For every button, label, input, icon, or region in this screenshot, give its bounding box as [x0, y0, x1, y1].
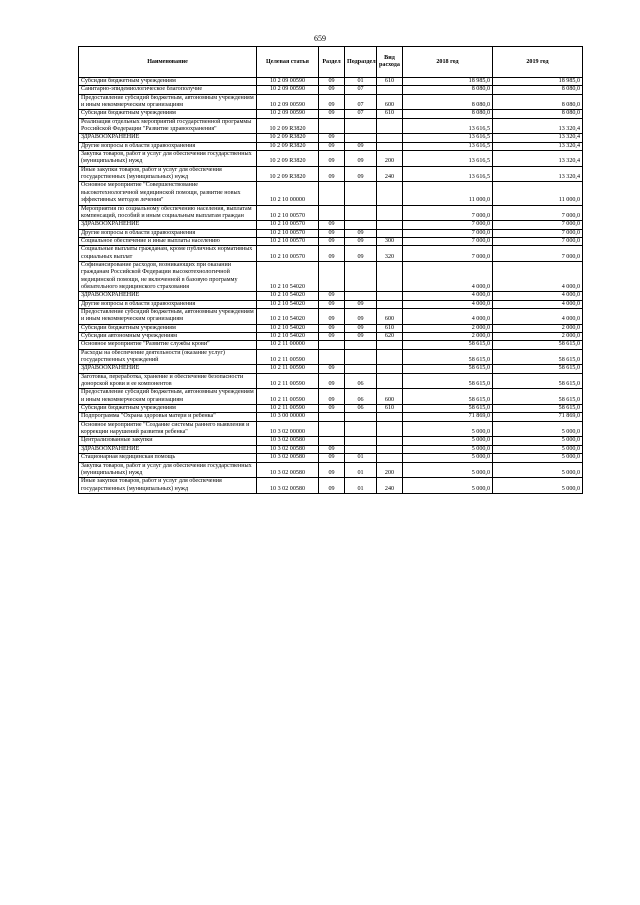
row-expense: 610	[377, 110, 403, 118]
row-subsection: 09	[345, 237, 377, 245]
row-name: Основное мероприятие "Совершенствование высокотехнологичной медицинской помощи, развитие новых эффективных методов лечения"	[79, 182, 257, 205]
row-expense	[377, 229, 403, 237]
row-name: Закупка товаров, работ и услуг для обеспечения государственных (муниципальных) нужд	[79, 151, 257, 167]
row-code: 10 3 00 00000	[257, 413, 319, 421]
row-section: 09	[319, 110, 345, 118]
row-expense: 320	[377, 246, 403, 262]
row-code: 10 2 10 54020	[257, 333, 319, 341]
row-expense	[377, 349, 403, 365]
row-code: 10 2 09 00590	[257, 110, 319, 118]
row-name: ЗДРАВООХРАНЕНИЕ	[79, 292, 257, 300]
row-name: Субсидии автономным учреждениям	[79, 333, 257, 341]
row-code: 10 2 09 R3820	[257, 142, 319, 150]
row-code: 10 2 10 00000	[257, 182, 319, 205]
row-code: 10 2 10 00570	[257, 246, 319, 262]
row-name: ЗДРАВООХРАНЕНИЕ	[79, 221, 257, 229]
row-code: 10 2 11 00590	[257, 349, 319, 365]
row-value-2018: 7 000,0	[403, 246, 493, 262]
row-section: 09	[319, 94, 345, 110]
row-value-2018: 58 615,0	[403, 373, 493, 389]
row-name: Санитарно-эпидемиологическое благополучие	[79, 86, 257, 94]
row-name: Закупка товаров, работ и услуг для обеспечения государственных (муниципальных) нужд	[79, 462, 257, 478]
row-expense	[377, 445, 403, 453]
row-section	[319, 182, 345, 205]
row-section: 09	[319, 373, 345, 389]
row-value-2019: 2 000,0	[493, 333, 583, 341]
row-value-2018: 4 000,0	[403, 308, 493, 324]
table-row	[79, 78, 583, 86]
row-value-2019: 58 615,0	[493, 389, 583, 405]
row-value-2018: 13 616,5	[403, 151, 493, 167]
row-value-2018: 7 000,0	[403, 221, 493, 229]
row-subsection	[345, 261, 377, 291]
row-value-2018: 5 000,0	[403, 437, 493, 445]
row-value-2019: 5 000,0	[493, 421, 583, 437]
row-name: Субсидии бюджетным учреждениям	[79, 405, 257, 413]
row-section: 09	[319, 308, 345, 324]
table-row	[79, 246, 583, 262]
row-code: 10 2 10 00570	[257, 221, 319, 229]
row-code: 10 2 10 54020	[257, 308, 319, 324]
row-value-2018: 4 000,0	[403, 300, 493, 308]
table-row	[79, 454, 583, 462]
row-expense: 300	[377, 237, 403, 245]
table-row	[79, 94, 583, 110]
row-value-2018: 5 000,0	[403, 478, 493, 494]
row-code: 10 2 10 00570	[257, 205, 319, 221]
row-value-2018: 5 000,0	[403, 454, 493, 462]
table-row	[79, 151, 583, 167]
row-code: 10 3 02 00580	[257, 454, 319, 462]
row-name: Реализация отдельных мероприятий государственной программы Российской Федерации "Развитие здравоохранения"	[79, 118, 257, 134]
table-row	[79, 292, 583, 300]
row-name: Стационарная медицинская помощь	[79, 454, 257, 462]
row-expense	[377, 205, 403, 221]
row-name: Расходы на обеспечение деятельности (оказание услуг) государственных учреждений	[79, 349, 257, 365]
row-code: 10 2 09 00590	[257, 78, 319, 86]
row-code: 10 3 02 00580	[257, 437, 319, 445]
budget-table	[78, 46, 583, 494]
row-code: 10 2 11 00590	[257, 365, 319, 373]
row-expense: 600	[377, 389, 403, 405]
row-code: 10 2 10 54020	[257, 261, 319, 291]
row-expense	[377, 437, 403, 445]
row-code: 10 3 02 00000	[257, 421, 319, 437]
table-row	[79, 229, 583, 237]
row-value-2019: 7 000,0	[493, 205, 583, 221]
table-row	[79, 221, 583, 229]
row-value-2019: 7 000,0	[493, 221, 583, 229]
row-subsection: 01	[345, 78, 377, 86]
row-expense	[377, 142, 403, 150]
row-expense: 620	[377, 333, 403, 341]
row-name: Основное мероприятие "Развитие службы крови"	[79, 341, 257, 349]
row-section: 09	[319, 86, 345, 94]
row-expense	[377, 118, 403, 134]
row-value-2019: 71 869,0	[493, 413, 583, 421]
row-subsection	[345, 445, 377, 453]
table-row	[79, 341, 583, 349]
table-row	[79, 405, 583, 413]
row-value-2018: 8 080,0	[403, 94, 493, 110]
row-section: 09	[319, 229, 345, 237]
row-code: 10 2 10 54020	[257, 292, 319, 300]
row-name: ЗДРАВООХРАНЕНИЕ	[79, 445, 257, 453]
row-value-2019: 7 000,0	[493, 246, 583, 262]
row-code: 10 2 10 00570	[257, 229, 319, 237]
table-row	[79, 413, 583, 421]
row-value-2018: 4 000,0	[403, 292, 493, 300]
row-name: ЗДРАВООХРАНЕНИЕ	[79, 365, 257, 373]
row-value-2019: 58 615,0	[493, 405, 583, 413]
row-subsection: 09	[345, 142, 377, 150]
row-expense: 600	[377, 308, 403, 324]
row-name: Предоставление субсидий бюджетным, автономным учреждениям и иным некоммерческим организациям	[79, 308, 257, 324]
row-value-2018: 58 615,0	[403, 405, 493, 413]
row-section	[319, 341, 345, 349]
table-row	[79, 478, 583, 494]
row-value-2019: 4 000,0	[493, 261, 583, 291]
row-section: 09	[319, 134, 345, 142]
row-code: 10 2 09 R3820	[257, 151, 319, 167]
row-expense	[377, 365, 403, 373]
row-code: 10 2 10 54020	[257, 300, 319, 308]
row-subsection	[345, 134, 377, 142]
row-expense	[377, 454, 403, 462]
table-row	[79, 261, 583, 291]
row-value-2019: 8 080,0	[493, 94, 583, 110]
row-subsection: 01	[345, 454, 377, 462]
row-section	[319, 205, 345, 221]
row-section: 09	[319, 454, 345, 462]
row-expense	[377, 134, 403, 142]
row-section: 09	[319, 166, 345, 182]
row-expense	[377, 413, 403, 421]
row-subsection: 07	[345, 110, 377, 118]
row-value-2018: 2 000,0	[403, 324, 493, 332]
table-row	[79, 205, 583, 221]
row-value-2018: 58 615,0	[403, 349, 493, 365]
header-section: Раздел	[319, 47, 345, 78]
row-value-2018: 58 615,0	[403, 341, 493, 349]
row-code: 10 2 09 R3820	[257, 166, 319, 182]
row-subsection: 07	[345, 94, 377, 110]
row-subsection	[345, 182, 377, 205]
row-name: Заготовка, переработка, хранение и обеспечение безопасности донорской крови и ее компонентов	[79, 373, 257, 389]
row-expense	[377, 182, 403, 205]
row-value-2018: 5 000,0	[403, 421, 493, 437]
row-value-2018: 5 000,0	[403, 462, 493, 478]
table-header-row	[79, 47, 583, 78]
row-value-2019: 13 320,4	[493, 118, 583, 134]
row-value-2019: 18 985,0	[493, 78, 583, 86]
row-section	[319, 437, 345, 445]
row-section	[319, 413, 345, 421]
row-subsection: 06	[345, 373, 377, 389]
row-section: 09	[319, 324, 345, 332]
row-name: Другие вопросы в области здравоохранения	[79, 300, 257, 308]
row-subsection: 09	[345, 333, 377, 341]
row-value-2019: 58 615,0	[493, 365, 583, 373]
row-value-2019: 2 000,0	[493, 324, 583, 332]
table-row	[79, 389, 583, 405]
table-row	[79, 182, 583, 205]
row-section	[319, 118, 345, 134]
row-section: 09	[319, 389, 345, 405]
row-name: Другие вопросы в области здравоохранения	[79, 142, 257, 150]
row-section: 09	[319, 365, 345, 373]
row-subsection: 07	[345, 86, 377, 94]
row-value-2018: 7 000,0	[403, 237, 493, 245]
table-row	[79, 445, 583, 453]
row-value-2018: 71 869,0	[403, 413, 493, 421]
row-section: 09	[319, 333, 345, 341]
row-value-2019: 13 320,4	[493, 166, 583, 182]
row-subsection: 09	[345, 246, 377, 262]
row-value-2019: 5 000,0	[493, 454, 583, 462]
table-row	[79, 333, 583, 341]
row-value-2019: 58 615,0	[493, 349, 583, 365]
row-value-2019: 5 000,0	[493, 462, 583, 478]
row-name: Основное мероприятие "Создание системы раннего выявления и коррекции нарушений развития ребенка"	[79, 421, 257, 437]
row-name: Подпрограмма "Охрана здоровья матери и ребенка"	[79, 413, 257, 421]
header-2018: 2018 год	[403, 47, 493, 78]
table-row	[79, 365, 583, 373]
table-row	[79, 421, 583, 437]
table-row	[79, 373, 583, 389]
row-code: 10 2 09 00590	[257, 94, 319, 110]
row-value-2019: 5 000,0	[493, 478, 583, 494]
row-name: Предоставление субсидий бюджетным, автономным учреждениям и иным некоммерческим организациям	[79, 94, 257, 110]
row-name: Социальные выплаты гражданам, кроме публичных нормативных социальных выплат	[79, 246, 257, 262]
row-name: Другие вопросы в области здравоохранения	[79, 229, 257, 237]
row-subsection: 06	[345, 389, 377, 405]
table-row	[79, 437, 583, 445]
row-subsection: 09	[345, 151, 377, 167]
row-subsection: 06	[345, 405, 377, 413]
table-row	[79, 349, 583, 365]
row-section	[319, 261, 345, 291]
row-subsection: 01	[345, 478, 377, 494]
row-subsection: 09	[345, 229, 377, 237]
page-number: 659	[314, 34, 326, 43]
row-value-2018: 7 000,0	[403, 205, 493, 221]
row-expense	[377, 86, 403, 94]
row-expense: 200	[377, 462, 403, 478]
row-expense	[377, 292, 403, 300]
row-subsection	[345, 341, 377, 349]
row-name: Централизованные закупки	[79, 437, 257, 445]
row-section: 09	[319, 78, 345, 86]
row-expense	[377, 421, 403, 437]
row-value-2018: 18 985,0	[403, 78, 493, 86]
row-section: 09	[319, 246, 345, 262]
row-subsection: 09	[345, 166, 377, 182]
row-name: Социальное обеспечение и иные выплаты населению	[79, 237, 257, 245]
table-row	[79, 118, 583, 134]
row-subsection: 01	[345, 462, 377, 478]
row-name: Субсидии бюджетным учреждениям	[79, 110, 257, 118]
row-subsection	[345, 118, 377, 134]
row-code: 10 3 02 00580	[257, 462, 319, 478]
row-name: Иные закупки товаров, работ и услуг для обеспечения государственных (муниципальных) нужд	[79, 166, 257, 182]
row-value-2018: 7 000,0	[403, 229, 493, 237]
row-section: 09	[319, 445, 345, 453]
row-code: 10 2 09 R3820	[257, 134, 319, 142]
table-row	[79, 308, 583, 324]
table-row	[79, 237, 583, 245]
row-code: 10 2 11 00590	[257, 389, 319, 405]
row-name: Мероприятия по социальному обеспечению населения, выплатам компенсаций, пособий и иным социальным выплатам граждан	[79, 205, 257, 221]
row-value-2019: 4 000,0	[493, 300, 583, 308]
row-expense: 240	[377, 478, 403, 494]
row-value-2019: 7 000,0	[493, 237, 583, 245]
row-name: Субсидии бюджетным учреждениям	[79, 78, 257, 86]
row-name: Предоставление субсидий бюджетным, автономным учреждениям и иным некоммерческим организациям	[79, 389, 257, 405]
row-expense: 200	[377, 151, 403, 167]
row-value-2019: 13 320,4	[493, 142, 583, 150]
row-expense: 240	[377, 166, 403, 182]
row-value-2019: 4 000,0	[493, 308, 583, 324]
row-subsection	[345, 413, 377, 421]
row-expense: 610	[377, 78, 403, 86]
header-expense: Вид расхода	[377, 47, 403, 78]
row-value-2018: 8 080,0	[403, 86, 493, 94]
row-section: 09	[319, 405, 345, 413]
row-expense: 610	[377, 405, 403, 413]
row-subsection	[345, 205, 377, 221]
row-expense	[377, 221, 403, 229]
row-subsection: 09	[345, 308, 377, 324]
row-code: 10 2 11 00590	[257, 405, 319, 413]
table-row	[79, 110, 583, 118]
row-value-2019: 13 320,4	[493, 134, 583, 142]
row-code: 10 2 11 00590	[257, 373, 319, 389]
table-row	[79, 462, 583, 478]
row-value-2018: 13 616,5	[403, 142, 493, 150]
table-row	[79, 324, 583, 332]
row-subsection: 09	[345, 324, 377, 332]
table-row	[79, 86, 583, 94]
row-subsection	[345, 221, 377, 229]
table-row	[79, 134, 583, 142]
row-subsection	[345, 437, 377, 445]
row-value-2018: 2 000,0	[403, 333, 493, 341]
row-value-2019: 4 000,0	[493, 292, 583, 300]
row-value-2019: 7 000,0	[493, 229, 583, 237]
header-code: Целевая статья	[257, 47, 319, 78]
table-row	[79, 142, 583, 150]
row-subsection	[345, 365, 377, 373]
row-expense	[377, 261, 403, 291]
row-value-2018: 13 616,5	[403, 118, 493, 134]
row-subsection	[345, 421, 377, 437]
row-value-2018: 13 616,5	[403, 134, 493, 142]
row-value-2019: 11 000,0	[493, 182, 583, 205]
row-section: 09	[319, 478, 345, 494]
row-code: 10 3 02 00580	[257, 445, 319, 453]
row-name: Субсидии бюджетным учреждениям	[79, 324, 257, 332]
header-2019: 2019 год	[493, 47, 583, 78]
row-value-2019: 8 080,0	[493, 110, 583, 118]
row-name: Софинансирование расходов, возникающих при оказании гражданам Российской Федерации высокотехнологичной медицинской помощи, не включенной в базовую программу обязательного медицинского страхования	[79, 261, 257, 291]
row-code: 10 2 10 54020	[257, 324, 319, 332]
row-section: 09	[319, 151, 345, 167]
row-subsection: 09	[345, 300, 377, 308]
row-value-2018: 8 080,0	[403, 110, 493, 118]
table-row	[79, 300, 583, 308]
table-row	[79, 166, 583, 182]
row-value-2019: 8 080,0	[493, 86, 583, 94]
row-value-2019: 5 000,0	[493, 445, 583, 453]
row-value-2018: 11 000,0	[403, 182, 493, 205]
row-section: 09	[319, 462, 345, 478]
row-expense	[377, 373, 403, 389]
row-subsection	[345, 349, 377, 365]
row-expense: 600	[377, 94, 403, 110]
row-section	[319, 421, 345, 437]
row-code: 10 2 11 00000	[257, 341, 319, 349]
row-section: 09	[319, 292, 345, 300]
row-value-2019: 13 320,4	[493, 151, 583, 167]
table-body	[79, 78, 583, 494]
row-code: 10 2 09 00590	[257, 86, 319, 94]
row-value-2019: 58 615,0	[493, 373, 583, 389]
header-name: Наименование	[79, 47, 257, 78]
row-section: 09	[319, 237, 345, 245]
row-section	[319, 349, 345, 365]
row-section: 09	[319, 300, 345, 308]
row-expense	[377, 341, 403, 349]
row-code: 10 3 02 00580	[257, 478, 319, 494]
row-value-2018: 13 616,5	[403, 166, 493, 182]
row-value-2019: 58 615,0	[493, 341, 583, 349]
row-section: 09	[319, 142, 345, 150]
row-code: 10 2 09 R3820	[257, 118, 319, 134]
header-subsection: Подраздел	[345, 47, 377, 78]
row-expense: 610	[377, 324, 403, 332]
row-value-2018: 4 000,0	[403, 261, 493, 291]
row-subsection	[345, 292, 377, 300]
row-value-2018: 5 000,0	[403, 445, 493, 453]
row-name: ЗДРАВООХРАНЕНИЕ	[79, 134, 257, 142]
row-value-2019: 5 000,0	[493, 437, 583, 445]
row-code: 10 2 10 00570	[257, 237, 319, 245]
row-value-2018: 58 615,0	[403, 389, 493, 405]
row-expense	[377, 300, 403, 308]
row-section: 09	[319, 221, 345, 229]
row-name: Иные закупки товаров, работ и услуг для обеспечения государственных (муниципальных) нужд	[79, 478, 257, 494]
row-value-2018: 58 615,0	[403, 365, 493, 373]
